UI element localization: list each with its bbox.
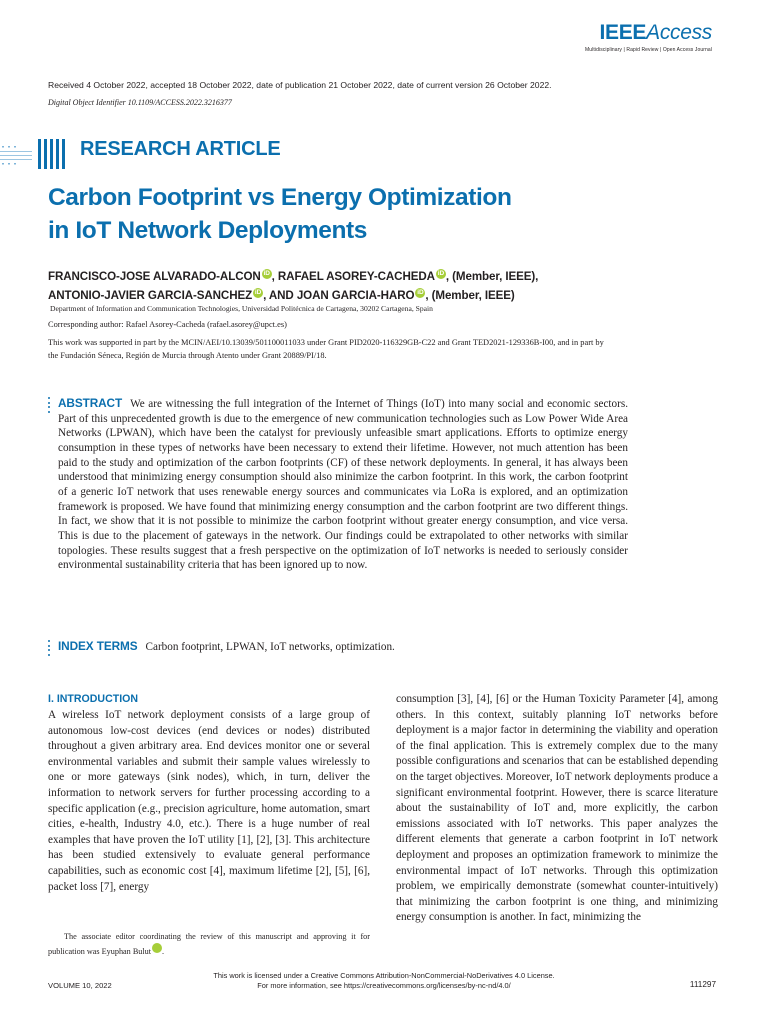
author-4-suffix: , (Member, IEEE) [425,289,515,302]
journal-brand [512,22,712,53]
author-3: ANTONIO-JAVIER GARCIA-SANCHEZ [48,289,253,302]
corresponding-author: Corresponding author: Rafael Asorey-Cacheda (rafael.asorey@upct.es) [48,320,287,329]
abstract-text: We are witnessing the full integration of the Internet of Things (IoT) into many social and economic sectors. Part of this unprecedented growth is due to the emergence of new communication technologies such as Low Power Wide Area Networks (LPWAN), which have been the catalyst for previously unfeasible smart applications. Efforts to optimize energy consumption in these types of networks have been necessary to extend their lifetime. However, not much attention has been paid to the study and optimization of the carbon footprints (CF) of these network deployments. In general, it has always been understood that minimizing energy consumption should also minimize the carbon footprint. In this work, the carbon footprint of a generic IoT network that uses renewable energy sources and communicates via LoRa is explored, and an optimization framework is proposed. We have found that minimizing energy consumption and the carbon footprint are two different things. In fact, we show that it is not possible to minimize the carbon footprint without greater energy consumption, and vice versa. This is due to the placement of gateways in the network. Our findings could be extrapolated to other networks with similar topologies. These results suggest that a fresh perspective on the optimization of IoT networks is needed to seriously consider environmental sustainability criteria that has been ignored up to now. [58,398,628,572]
received-dates: Received 4 October 2022, accepted 18 October 2022, date of publication 21 October 2022, date of current version 26 October 2022. [48,80,552,90]
index-terms-text: Carbon footprint, LPWAN, IoT networks, optimization. [145,641,395,653]
author-4: , AND JOAN GARCIA-HARO [263,289,415,302]
orcid-icon[interactable]: iD [437,270,445,277]
index-terms-dots-icon [48,640,52,658]
orcid-icon[interactable]: iD [254,289,262,296]
author-line-2 [48,286,708,305]
volume-label: VOLUME 10, 2022 [48,981,112,990]
paper-title [48,181,688,247]
page-number: 111297 [689,980,716,989]
abstract [58,396,628,573]
orcid-icon[interactable]: iD [417,289,424,296]
license-line-1: This work is licensed under a Creative Commons Attribution-NonCommercial-NoDerivatives 4.0 License. [213,971,555,980]
journal-name-bold: IEEE [599,21,647,44]
orcid-icon[interactable]: iD [263,270,270,277]
paper-title-line-2: in IoT Network Deployments [48,217,368,244]
author-line-1 [48,267,708,286]
author-1: FRANCISCO-JOSE ALVARADO-ALCON [48,270,261,283]
author-2: , RAFAEL ASOREY-CACHEDA [271,270,435,283]
affiliation: Department of Information and Communication Technologies, Universidad Politécnica de Cartagena, 30202 Cartagena, Spain [50,304,433,313]
author-2-suffix: , (Member, IEEE), [445,270,539,283]
section-heading: I. INTRODUCTION [48,693,139,705]
index-terms-label: INDEX TERMS [58,639,138,653]
journal-tagline: Multidisciplinary | Rapid Review | Open Access Journal [585,47,712,53]
abstract-label: ABSTRACT [58,396,123,410]
body-column-left: A wireless IoT network deployment consists of a large group of autonomous low-cost devices (end devices or nodes) distributed throughout a given arbitrary area. End devices monitor one or several environmental variables and submit their sample values wirelessly to one or more gateways (sink nodes), which, in turn, deliver the information to network servers for further processing according to a specific application (e.g., precision agriculture, home automation, smart cities, e-health, Industry 4.0, etc.). There is a huge number of real examples that have proven the IoT utility [1], [2], [3]. This architecture has been studied extensively to evaluate general performance capabilities, such as economic cost [4], maximum lifetime [2], [5], [6], packet loss [7], energy [48,709,370,893]
footnote-text: The associate editor coordinating the review of this manuscript and approving it for publication was Eyuphan Bulut [48,932,370,956]
orcid-icon[interactable]: iD [152,943,162,953]
article-type: RESEARCH ARTICLE [80,138,281,160]
paper-title-line-1: Carbon Footprint vs Energy Optimization [48,184,512,211]
author-list [48,267,708,305]
footnote-end: . [162,947,165,956]
journal-name-italic: Access [646,21,712,44]
abstract-dots-icon [48,397,52,415]
doi-line: Digital Object Identifier 10.1109/ACCESS.2022.3216377 [48,98,232,107]
journal-logo [512,22,712,44]
editor-footnote [48,930,370,958]
license-link[interactable]: For more information, see https://creativecommons.org/licenses/by-nc-nd/4.0/ [257,981,511,990]
license-notice [184,971,584,991]
index-terms [58,639,628,655]
funding-statement: This work was supported in part by the MCIN/AEI/10.13039/501100011033 under Grant PID2020-116329GB-C22 and Grant TED2021-129336B-I00, and in part by the Fundación Séneca, Región de Murcia through Atento under Grant 20889/PI/18. [48,338,604,360]
body-column-right: consumption [3], [4], [6] or the Human Toxicity Parameter [4], among others. In this context, suitably planning IoT networks before deployment is a major factor in determining the viability and operation of the final application. This is extremely complex due to the many possible configurations and scenarios that can be established depending on the target objectives. Moreover, IoT network deployments produce a significant environmental footprint. However, there is scarce literature about the sustainability of IoT and, more explicitly, the carbon emissions associated with IoT networks. This paper analyzes the different elements that generate a carbon footprint in IoT network deployment and proposes an optimization framework to minimize the environmental impact of IoT networks. Through this optimization problem, we empirically demonstrate (somewhat counter-intuitively) that minimizing the carbon footprint is one thing, and minimizing energy consumption is another. In fact, minimizing the [396,693,718,924]
